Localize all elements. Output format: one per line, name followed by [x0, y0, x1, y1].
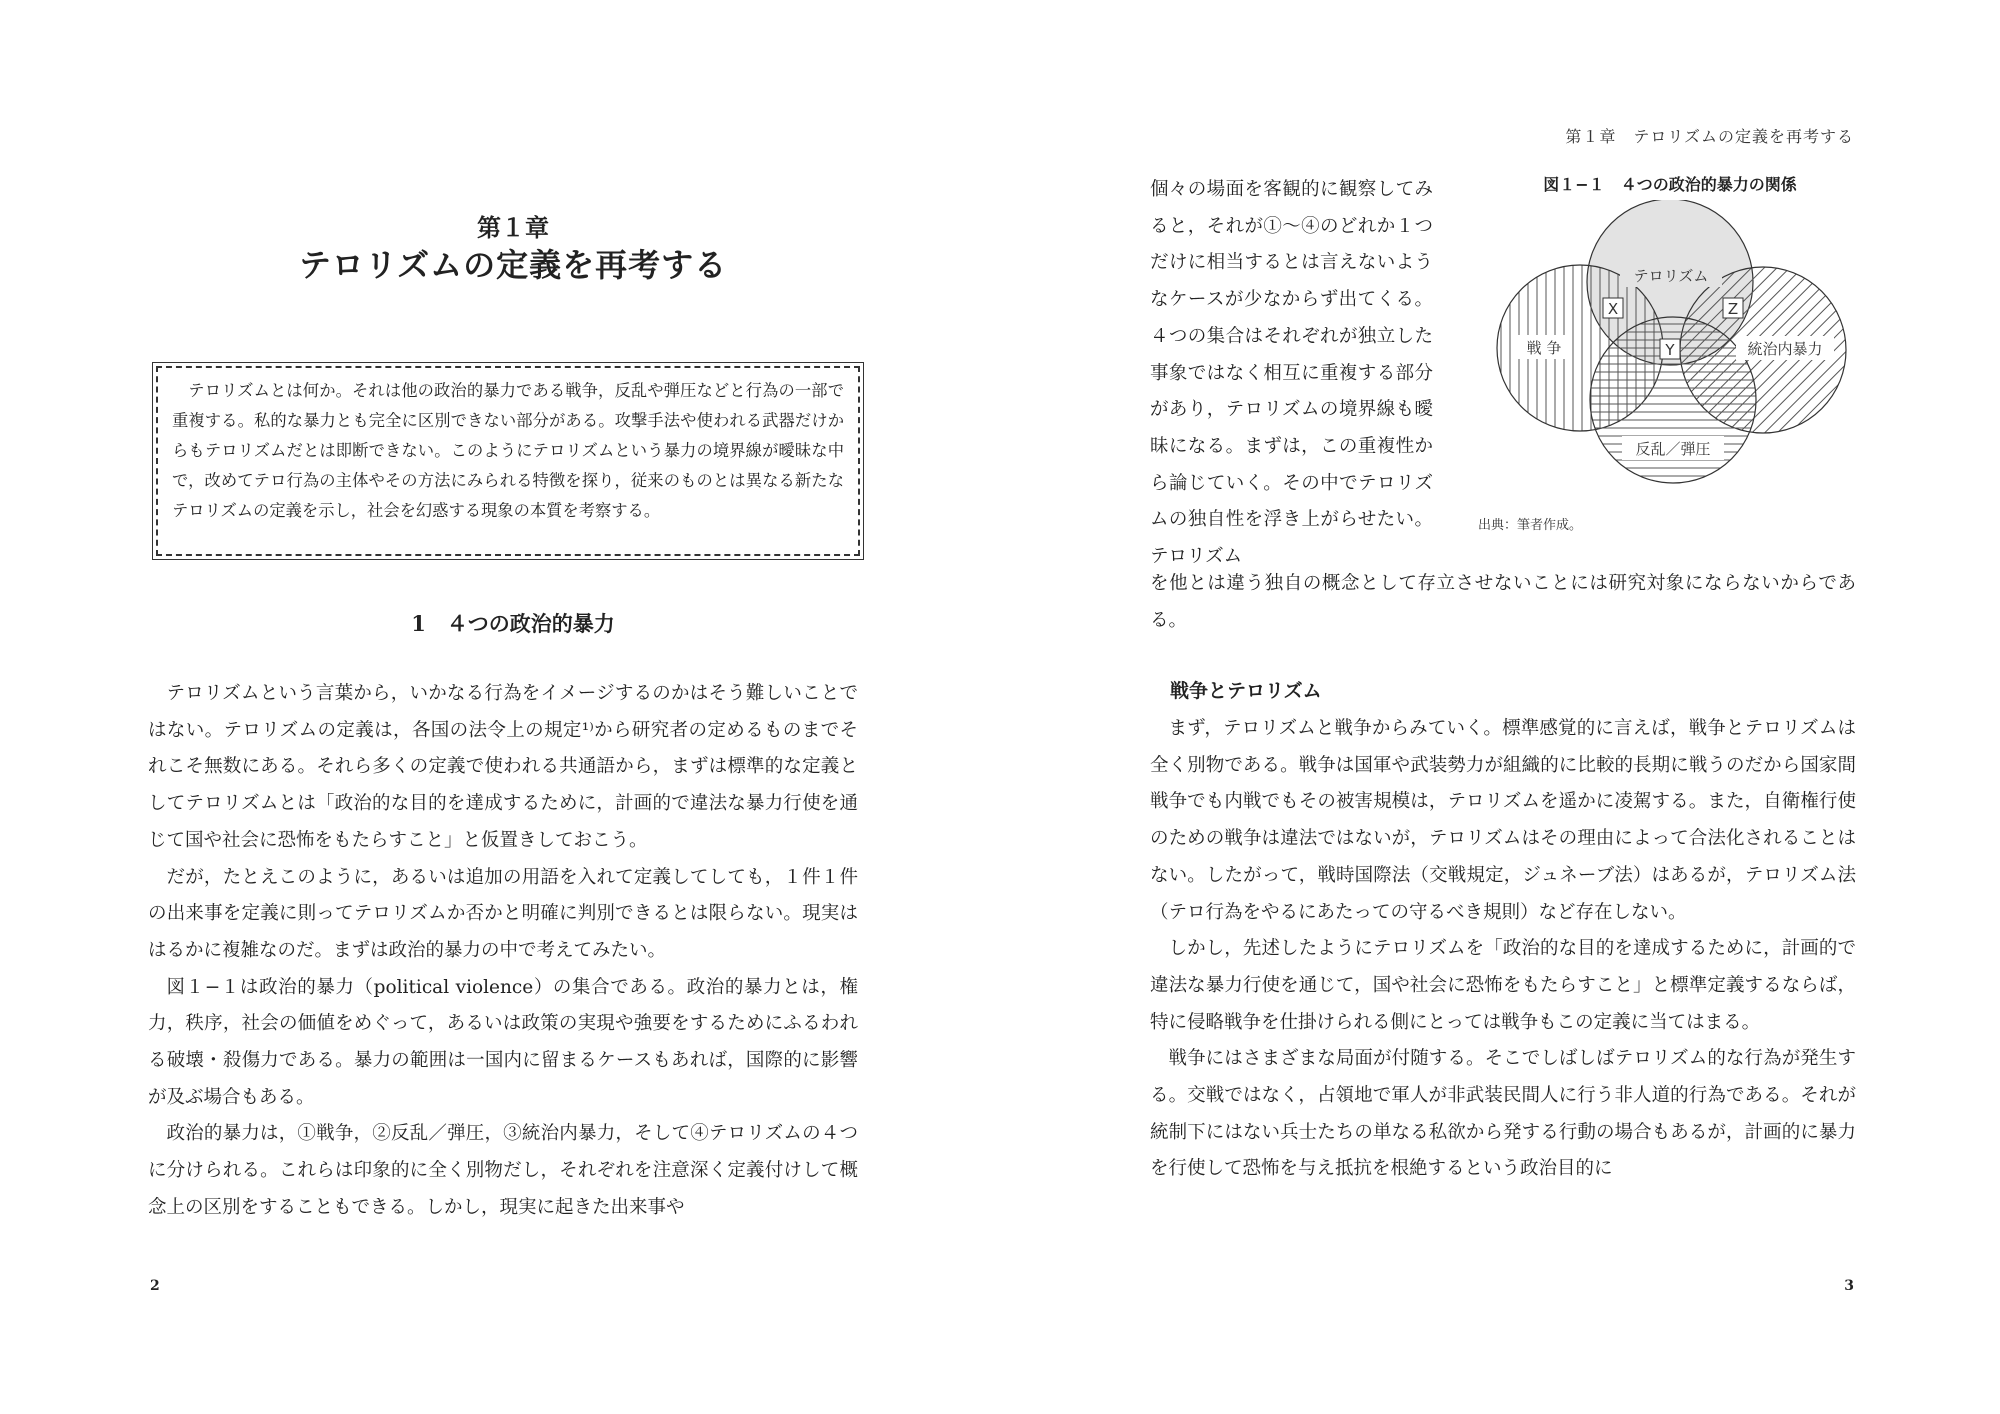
chapter-number: 第１章 — [477, 214, 549, 242]
paragraph: まず，テロリズムと戦争からみていく。標準感覚的に言えば，戦争とテロリズムは全く別物である。戦争は国軍や武装勢力が組織的に比較的長期に戦うのだから国家間戦争でも内戦でもその被害規模は，テロリズムを遥かに凌駕する。また，自衛権行使のための戦争は違法ではないが，テロリズムはその理由によって合法化されることはない。したがって，戦時国際法（交戦規定，ジュネーブ法）はあるが，テロリズム法（テロ行為をやるにあたっての守るべき規則）など存在しない。 — [1150, 718, 1856, 923]
wrapped-text: 個々の場面を客観的に観察してみると，それが①〜④のどれか１つだけに相当するとは言えないようなケースが少なからず出てくる。４つの集合はそれぞれが独立した事象ではなく相互に重複する部分があり，テロリズムの境界線も曖昧になる。まずは，この重複性から論じていく。その中でテロリズムの独自性を浮き上がらせたい。テロリズム — [1150, 179, 1433, 568]
right-body-text — [1150, 711, 1856, 1188]
label-x: X — [1607, 300, 1619, 318]
figure-source: 出典：筆者作成。 — [1478, 518, 1583, 533]
paragraph: テロリズムという言葉から，いかなる行為をイメージするのかはそう難しいことではない。テロリズムの定義は，各国の法令上の規定¹⁾から研究者の定めるものまでそれこそ無数にある。それら多くの定義で使われる共通語から，まずは標準的な定義としてテロリズムとは「政治的な目的を達成するために，計画的で違法な暴力行使を通じて国や社会に恐怖をもたらすこと」と仮置きしておこう。 — [148, 683, 858, 851]
right-page — [1000, 0, 2000, 1414]
figure-caption: 図１−１ ４つの政治的暴力の関係 — [1543, 175, 1797, 194]
label-rebellion: 反乱／弾圧 — [1635, 440, 1711, 458]
subsection-heading: 戦争とテロリズム — [1170, 680, 1322, 702]
running-head: 第１章 テロリズムの定義を再考する — [1565, 127, 1854, 146]
figure-venn-diagram — [1470, 172, 1870, 552]
label-war: 戦 争 — [1526, 339, 1562, 357]
paragraph: 図１−１は政治的暴力（political violence）の集合である。政治的暴力とは，権力，秩序，社会の価値をめぐって，あるいは政策の実現や強要をするためにふるわれる破壊・殺傷力である。暴力の範囲は一国内に留まるケースもあれば，国際的に影響が及ぶ場合もある。 — [148, 976, 858, 1108]
wrapped-text-continuation: を他とは違う独自の概念として存立させないことには研究対象にならないからである。 — [1150, 573, 1856, 631]
label-y: Y — [1665, 341, 1675, 359]
paragraph: 戦争にはさまざまな局面が付随する。そこでしばしばテロリズム的な行為が発生する。交戦ではなく，占領地で軍人が非武装民間人に行う非人道的行為である。それが統制下にはない兵士たちの単なる私欲から発する行動の場合もあるが，計画的に暴力を行使して恐怖を与え抵抗を根絶するという政治目的に — [1150, 1048, 1856, 1180]
label-z: Z — [1727, 300, 1739, 318]
label-terrorism: テロリズム — [1633, 267, 1709, 285]
paragraph: しかし，先述したようにテロリズムを「政治的な目的を達成するために，計画的で違法な暴力行使を通じて，国や社会に恐怖をもたらすこと」と標準定義するならば，特に侵略戦争を仕掛けられる側にとっては戦争もこの定義に当てはまる。 — [1150, 938, 1856, 1033]
page-number-left: 2 — [150, 1278, 160, 1294]
left-body-text — [148, 676, 858, 1227]
venn-diagram — [1470, 200, 1870, 510]
chapter-title: テロリズムの定義を再考する — [298, 246, 728, 284]
wrapped-text-column — [1150, 172, 1433, 576]
abstract-text: テロリズムとは何か。それは他の政治的暴力である戦争，反乱や弾圧などと行為の一部で重複する。私的な暴力とも完全に区別できない部分がある。攻撃手法や使われる武器だけからもテロリズムだとは即断できない。このようにテロリズムという暴力の境界線が曖昧な中で，改めてテロ行為の主体やその方法にみられる特徴を探り，従来のものとは異なる新たなテロリズムの定義を示し，社会を幻惑する現象の本質を考察する。 — [172, 381, 844, 520]
paragraph: だが，たとえこのように，あるいは追加の用語を入れて定義してしても，１件１件の出来事を定義に則ってテロリズムか否かと明確に判別できるとは限らない。現実ははるかに複雑なのだ。まずは政治的暴力の中で考えてみたい。 — [148, 866, 858, 961]
page-number-right: 3 — [1844, 1278, 1854, 1294]
paragraph: 政治的暴力は，①戦争，②反乱／弾圧，③統治内暴力，そして④テロリズムの４つに分けられる。これらは印象的に全く別物だし，それぞれを注意深く定義付けして概念上の区別をすることもできる。しかし，現実に起きた出来事や — [148, 1123, 858, 1218]
chapter-abstract-box — [156, 366, 860, 556]
label-governance: 統治内暴力 — [1747, 340, 1823, 358]
section-heading: 1 ４つの政治的暴力 — [411, 611, 615, 636]
